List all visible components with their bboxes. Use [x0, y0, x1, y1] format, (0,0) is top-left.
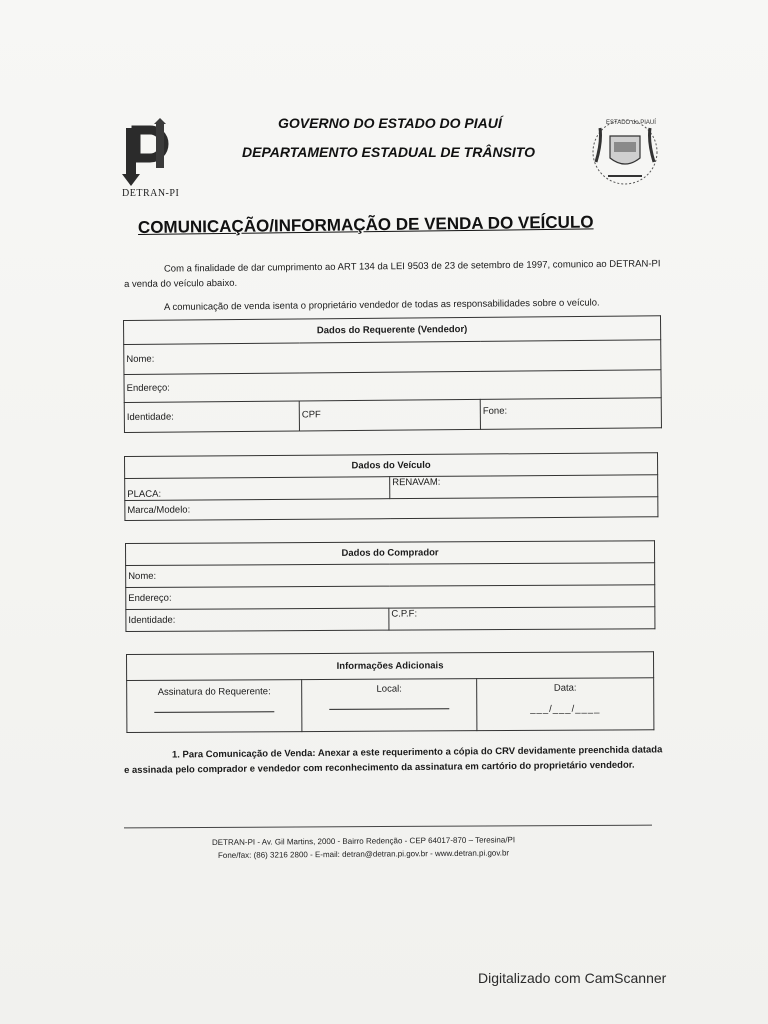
detran-logo-icon: [118, 118, 178, 188]
place-field[interactable]: [302, 679, 477, 732]
vehicle-heading: Dados do Veículo: [125, 453, 658, 479]
requester-cpf-label: CPF: [301, 409, 321, 421]
buyer-identity-field[interactable]: [126, 608, 389, 631]
buyer-name-field[interactable]: [126, 563, 655, 588]
government-heading: GOVERNO DO ESTADO DO PIAUÍ: [278, 115, 502, 131]
camscanner-watermark: Digitalizado com CamScanner: [478, 970, 667, 986]
signature-field[interactable]: [127, 680, 302, 733]
sale-note-text: 1. Para Comunicação de Venda: Anexar a este requerimento a cópia do CRV devidamente preenchida datada e assinada pelo comprador e vendedor com reconhecimento da assinatura em cartório do proprietário vendedor.: [124, 744, 663, 776]
date-placeholder: ___/___/____: [530, 703, 601, 715]
buyer-cpf-field[interactable]: [389, 607, 655, 630]
state-seal: [590, 112, 660, 188]
page-title: COMUNICAÇÃO/INFORMAÇÃO DE VENDA DO VEÍCULO: [137, 212, 594, 237]
signature-line: [154, 711, 274, 713]
footer-divider: [124, 825, 652, 829]
additional-info-table: [126, 651, 654, 733]
place-line: [329, 708, 449, 710]
requester-identity-label: Identidade:: [126, 411, 174, 423]
detran-logo: [118, 118, 188, 208]
footer-address: DETRAN-PI - Av. Gil Martins, 2000 - Bairro Redenção - CEP 64017-870 – Teresina/PI: [211, 835, 516, 847]
buyer-identity-label: Identidade:: [128, 614, 176, 626]
buyer-address-field[interactable]: [126, 585, 655, 610]
vehicle-model-field[interactable]: [125, 497, 658, 521]
footer-contact: Fone/fax: (86) 3216 2800 - E-mail: detran@detran.pi.gov.br - www.detran.pi.gov.br: [217, 848, 510, 860]
requester-name-field[interactable]: [124, 340, 661, 375]
requester-table: [123, 315, 662, 433]
vehicle-model-label: Marca/Modelo:: [127, 504, 191, 516]
place-label: Local:: [376, 683, 402, 695]
buyer-name-label: Nome:: [128, 570, 157, 582]
sale-note: [124, 742, 664, 778]
requester-phone-field[interactable]: [480, 398, 661, 430]
signature-label: Assinatura do Requerente:: [157, 686, 271, 698]
requester-address-label: Endereço:: [126, 382, 170, 394]
department-heading: DEPARTAMENTO ESTADUAL DE TRÂNSITO: [242, 144, 535, 160]
logo-caption: DETRAN-PI: [122, 188, 180, 199]
seal-text: ESTADO do PIAUÍ: [606, 120, 656, 126]
state-seal-icon: [590, 112, 660, 188]
vehicle-table: [124, 452, 658, 521]
vehicle-renavam-label: RENAVAM:: [392, 476, 441, 489]
intro-paragraph: [124, 256, 668, 292]
requester-identity-field[interactable]: [124, 401, 299, 433]
intro-text: Com a finalidade de dar cumprimento ao ART 134 da LEI 9503 de 23 de setembro de 1997, comunico ao DETRAN-PI a venda do veículo abaixo.: [124, 258, 661, 290]
requester-name-label: Nome:: [126, 353, 155, 365]
date-field[interactable]: [477, 678, 654, 731]
requester-heading: Dados do Requerente (Vendedor): [124, 316, 661, 345]
vehicle-plate-label: PLACA:: [127, 488, 162, 500]
requester-cpf-field[interactable]: [299, 399, 480, 431]
buyer-address-label: Endereço:: [128, 592, 172, 604]
date-label: Data:: [553, 682, 577, 694]
buyer-table: [125, 540, 655, 632]
vehicle-renavam-field[interactable]: [390, 475, 658, 499]
buyer-cpf-label: C.P.F:: [391, 608, 418, 620]
exemption-paragraph: A comunicação de venda isenta o proprietário vendedor de todas as responsabilidades sobre o veículo.: [163, 297, 600, 313]
requester-phone-label: Fone:: [482, 405, 508, 417]
buyer-heading: Dados do Comprador: [126, 541, 655, 566]
additional-heading: Informações Adicionais: [127, 652, 654, 681]
vehicle-plate-field[interactable]: [125, 477, 390, 501]
